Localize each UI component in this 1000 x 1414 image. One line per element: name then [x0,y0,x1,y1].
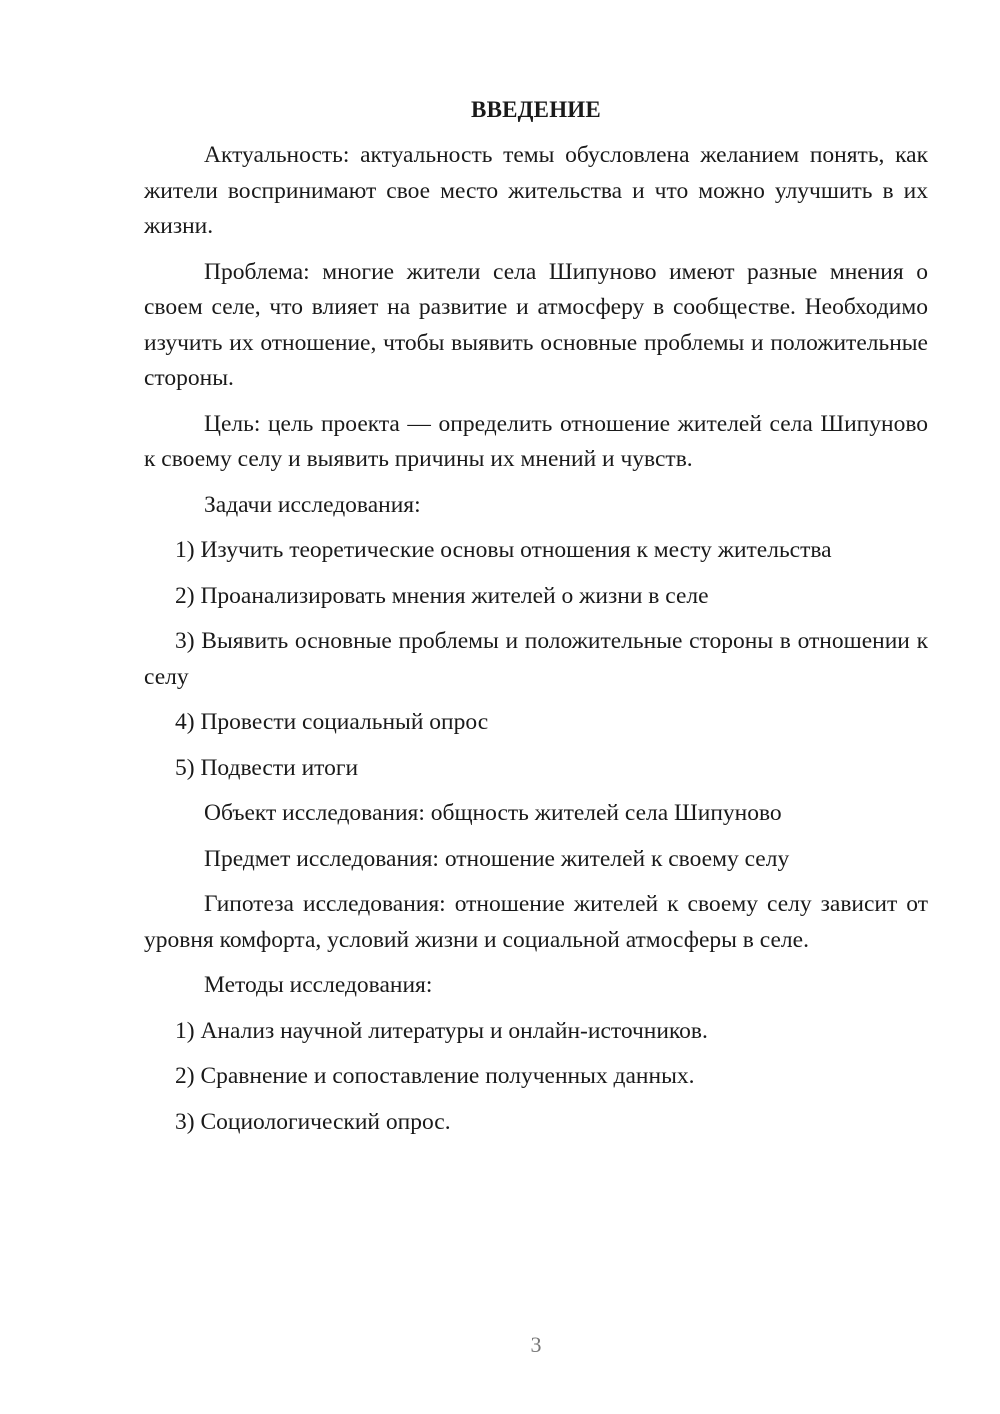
page-content [144,92,928,1150]
section-heading: ВВЕДЕНИЕ [471,97,601,122]
object-paragraph: Объект исследования: общность жителей села Шипуново [204,800,782,826]
task-item: 1) Изучить теоретические основы отношения к месту жительства [175,537,832,563]
goal-paragraph: Цель: цель проекта — определить отношение жителей села Шипуново к своему селу и выявить причины их мнений и чувств. [144,410,928,472]
relevance-paragraph: Актуальность: актуальность темы обусловлена желанием понять, как жители воспринимают свое место жительства и что можно улучшить в их жизни. [144,142,928,239]
task-item: 2) Проанализировать мнения жителей о жизни в селе [175,582,709,609]
subject-paragraph: Предмет исследования: отношение жителей к своему селу [204,845,790,872]
method-item: 1) Анализ научной литературы и онлайн-источников. [175,1017,708,1044]
problem-paragraph: Проблема: многие жители села Шипуново имеют разные мнения о своем селе, что влияет на развитие и атмосферу в сообществе. Необходимо изучить их отношение, чтобы выявить основные проблемы и положительные стороны. [144,258,928,391]
task-item: 5) Подвести итоги [175,754,359,781]
method-item: 3) Социологический опрос. [175,1108,451,1135]
hypothesis-paragraph: Гипотеза исследования: отношение жителей к своему селу зависит от уровня комфорта, условий жизни и социальной атмосферы в селе. [144,891,928,953]
task-item: 4) Провести социальный опрос [175,709,489,735]
methods-label: Методы исследования: [204,972,433,998]
task-item: 3) Выявить основные проблемы и положительные стороны в отношении к селу [144,628,928,690]
tasks-label: Задачи исследования: [204,491,421,518]
page-number: 3 [530,1332,542,1357]
method-item: 2) Сравнение и сопоставление полученных данных. [175,1063,695,1089]
